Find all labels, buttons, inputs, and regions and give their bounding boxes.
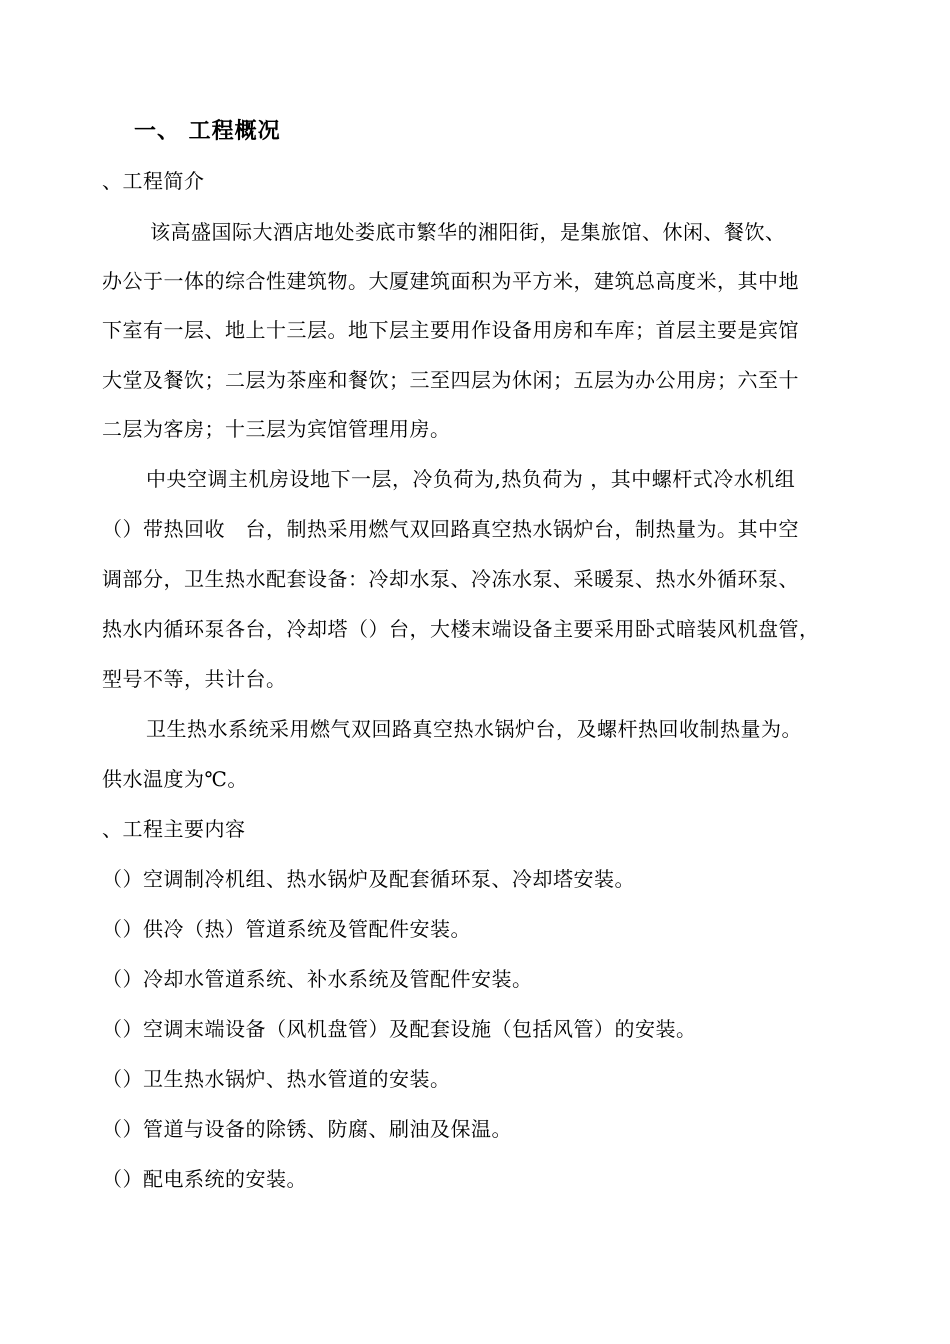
subsection-title-intro: 、工程简介 — [102, 169, 205, 193]
content-item: （）空调制冷机组、热水锅炉及配套循环泵、冷却塔安装。 — [102, 867, 635, 891]
paragraph-3-line-1: 卫生热水系统采用燃气双回路真空热水锅炉台，及螺杆热回收制热量为。 — [146, 717, 802, 741]
subsection-title-main-content: 、工程主要内容 — [102, 817, 246, 841]
paragraph-3-line-2: 供水温度为℃。 — [102, 767, 248, 791]
paragraph-1-line-5: 二层为客房；十三层为宾馆管理用房。 — [102, 417, 451, 441]
paragraph-1-line-4: 大堂及餐饮；二层为茶座和餐饮；三至四层为休闲；五层为办公用房；六至十 — [102, 368, 799, 392]
paragraph-1-line-2: 办公于一体的综合性建筑物。大厦建筑面积为平方米，建筑总高度米，其中地 — [102, 269, 799, 293]
paragraph-2-line-4: 热水内循环泵各台，冷却塔（）台，大楼末端设备主要采用卧式暗装风机盘管， — [102, 617, 820, 641]
paragraph-2-line-5: 型号不等，共计台。 — [102, 667, 287, 691]
paragraph-2-line-1: 中央空调主机房设地下一层，冷负荷为,热负荷为 ，其中螺杆式冷水机组 — [146, 467, 796, 491]
section-heading: 一、 工程概况 — [134, 118, 281, 144]
content-item: （）供冷（热）管道系统及管配件安装。 — [102, 917, 471, 941]
content-item: （）卫生热水锅炉、热水管道的安装。 — [102, 1067, 451, 1091]
paragraph-2-line-3: 调部分，卫生热水配套设备：冷却水泵、冷冻水泵、采暖泵、热水外循环泵、 — [102, 567, 799, 591]
content-item: （）配电系统的安装。 — [102, 1167, 307, 1191]
paragraph-1-line-3: 下室有一层、地上十三层。地下层主要用作设备用房和车库；首层主要是宾馆 — [102, 318, 799, 342]
content-item: （）冷却水管道系统、补水系统及管配件安装。 — [102, 967, 533, 991]
paragraph-1-line-1: 该高盛国际大酒店地处娄底市繁华的湘阳街，是集旅馆、休闲、餐饮、 — [150, 220, 786, 244]
content-item: （）管道与设备的除锈、防腐、刷油及保温。 — [102, 1117, 512, 1141]
paragraph-2-line-2: （）带热回收 台，制热采用燃气双回路真空热水锅炉台，制热量为。其中空 — [102, 517, 799, 541]
content-item: （）空调末端设备（风机盘管）及配套设施（包括风管）的安装。 — [102, 1017, 697, 1041]
